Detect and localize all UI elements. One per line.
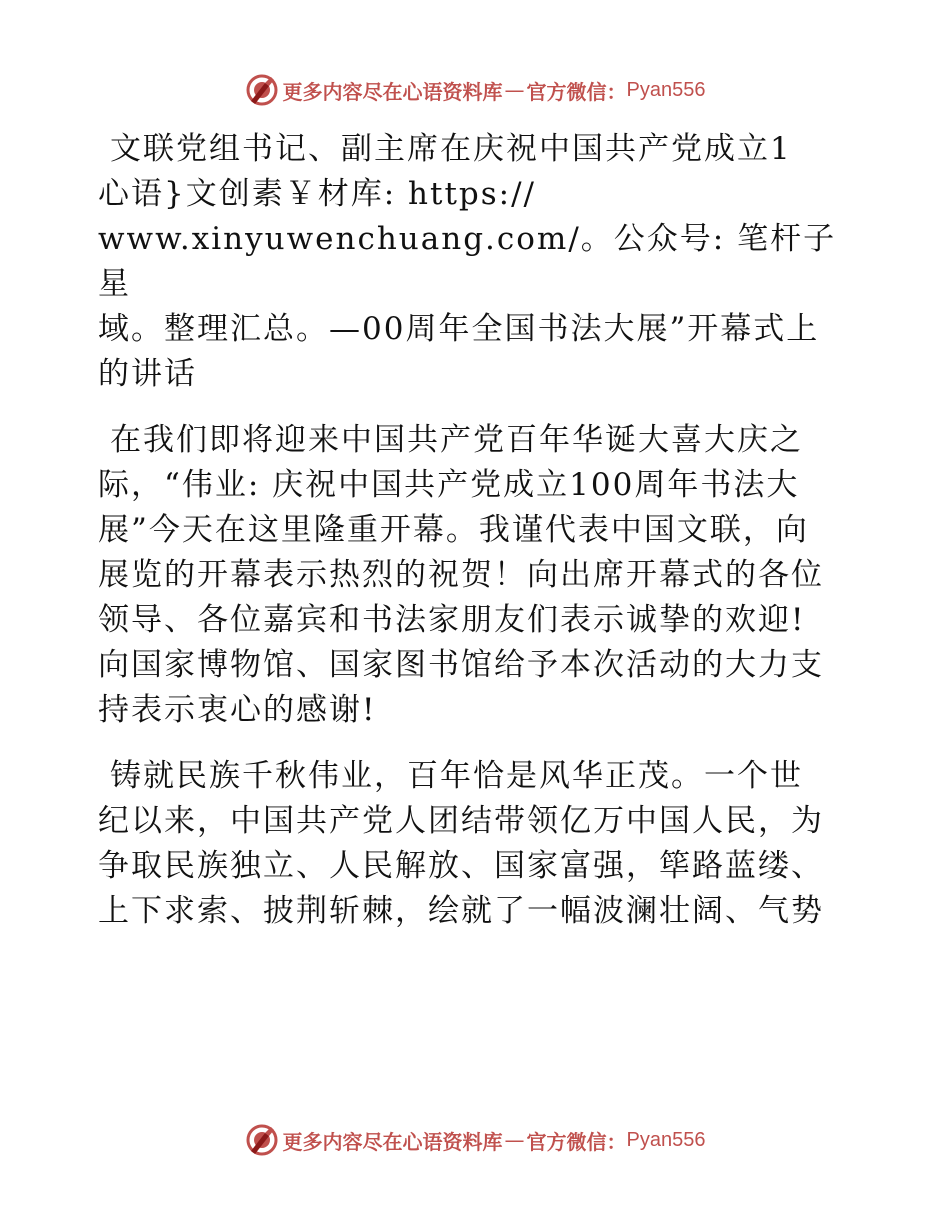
banner-wechat-label: 官方微信： [526,79,627,104]
banner-wechat-label: 官方微信： [526,1129,627,1154]
banner-slogan: 更多内容尽在心语资料库 [282,79,503,104]
banner-wechat-id: Pyan556 [626,1128,706,1151]
banner-separator: — [504,1128,525,1152]
pen-logo-icon [245,73,279,107]
footer-banner [0,1120,950,1160]
header-banner [0,70,950,110]
paragraph-2: 铸就民族千秋伟业，百年恰是风华正茂。一个世 纪以来，中国共产党人团结带领亿万中国人民，为 争取民族独立、人民解放、国家富强，筚路蓝缕、 上下求索、披荆斩棘，绘就了一幅波澜壮阔、气势 [98,758,824,929]
banner-separator: — [504,78,525,102]
pen-logo-icon [245,1123,279,1157]
document-body [98,127,858,955]
banner-wechat-id: Pyan556 [626,78,706,101]
document-title: 文联党组书记、副主席在庆祝中国共产党成立1 心语}文创素￥材库: https:// www.xinyuwenchuang.com/。公众号: 笔杆子星 域。整理汇总。—00周年全国书法大展”开幕式上 的讲话 [98,131,837,392]
banner-slogan: 更多内容尽在心语资料库 [282,1129,503,1154]
paragraph-1: 在我们即将迎来中国共产党百年华诞大喜大庆之 际，“伟业: 庆祝中国共产党成立100周年书法大 展”今天在这里隆重开幕。我谨代表中国文联，向 展览的开幕表示热烈的祝贺！向出席开幕式的各位 领导、各位嘉宾和书法家朋友们表示诚挚的欢迎! 向国家博物馆、国家图书馆给予本次活动的大力支 持表示衷心的感谢! [98,422,824,728]
